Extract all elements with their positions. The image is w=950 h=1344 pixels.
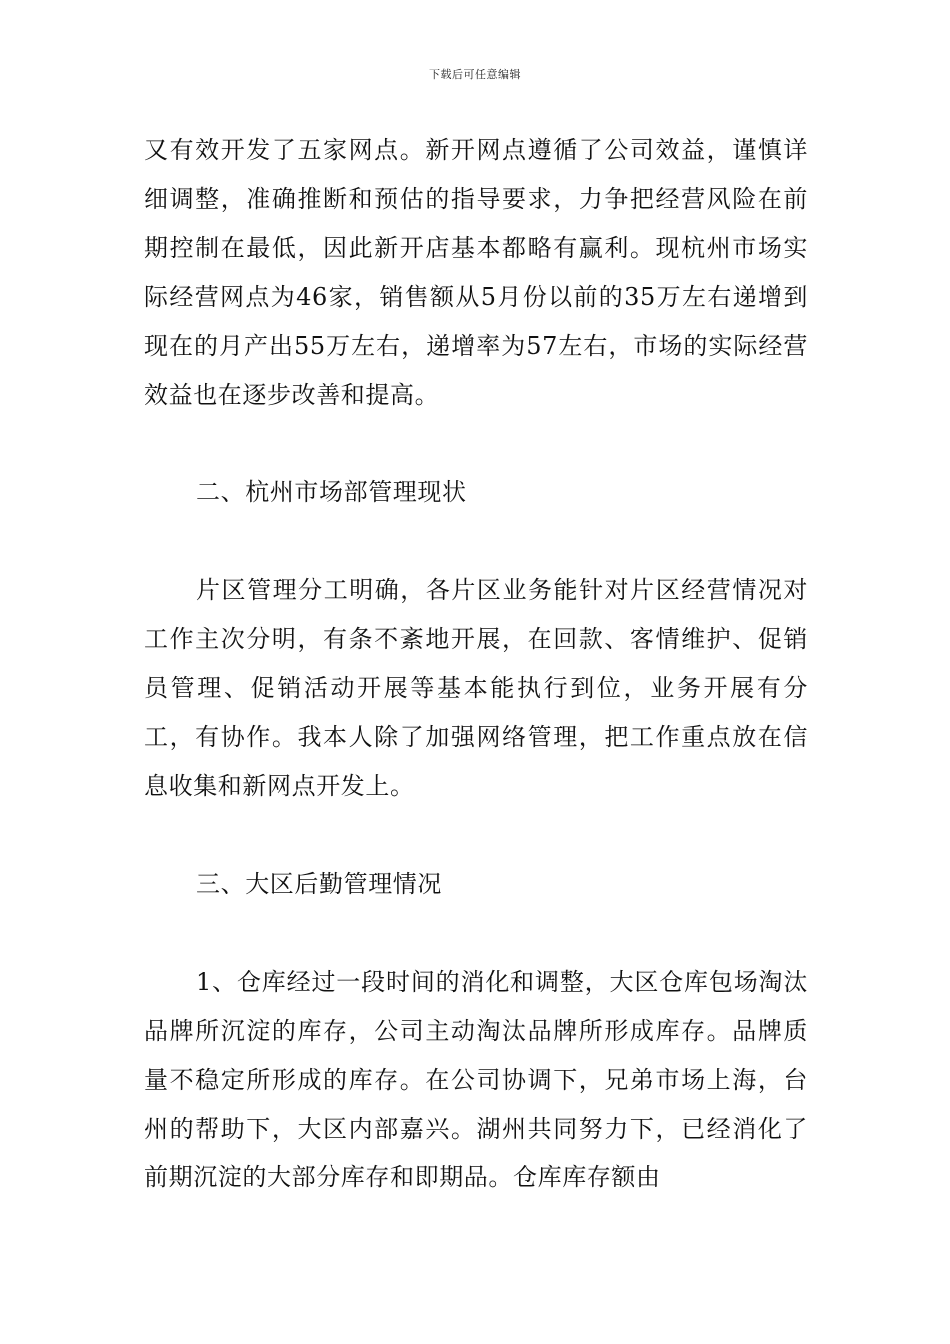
page-header: 下载后可任意编辑 (429, 68, 521, 81)
section-heading-management-status: 二、杭州市场部管理现状 (196, 478, 467, 507)
section-heading-logistics: 三、大区后勤管理情况 (196, 869, 442, 898)
paragraph-market-results: 又有效开发了五家网点。新开网点遵循了公司效益，谨慎详细调整，准确推断和预估的指导要求，力争把经营风险在前期控制在最低，因此新开店基本都略有赢利。现杭州市场实际经营网点为46家，销售额从5月份以前的35万左右递增到现在的月产出55万左右，递增率为57左右，市场的实际经营效益也在逐步改善和提高。 (144, 136, 808, 409)
paragraph-warehouse: 1、仓库经过一段时间的消化和调整，大区仓库包场淘汰品牌所沉淀的库存，公司主动淘汰品牌所形成库存。品牌质量不稳定所形成的库存。在公司协调下，兄弟市场上海，台州的帮助下，大区内部嘉兴。湖州共同努力下，已经消化了前期沉淀的大部分库存和即期品。仓库库存额由 (144, 967, 808, 1192)
paragraph-gap (144, 419, 808, 468)
paragraph-gap (144, 517, 808, 566)
paragraph-gap (144, 811, 808, 860)
document-body (144, 126, 808, 1202)
paragraph-gap (144, 909, 808, 958)
paragraph-district-management: 片区管理分工明确，各片区业务能针对片区经营情况对工作主次分明，有条不紊地开展，在回款、客情维护、促销员管理、促销活动开展等基本能执行到位，业务开展有分工，有协作。我本人除了加强网络管理，把工作重点放在信息收集和新网点开发上。 (144, 576, 808, 800)
